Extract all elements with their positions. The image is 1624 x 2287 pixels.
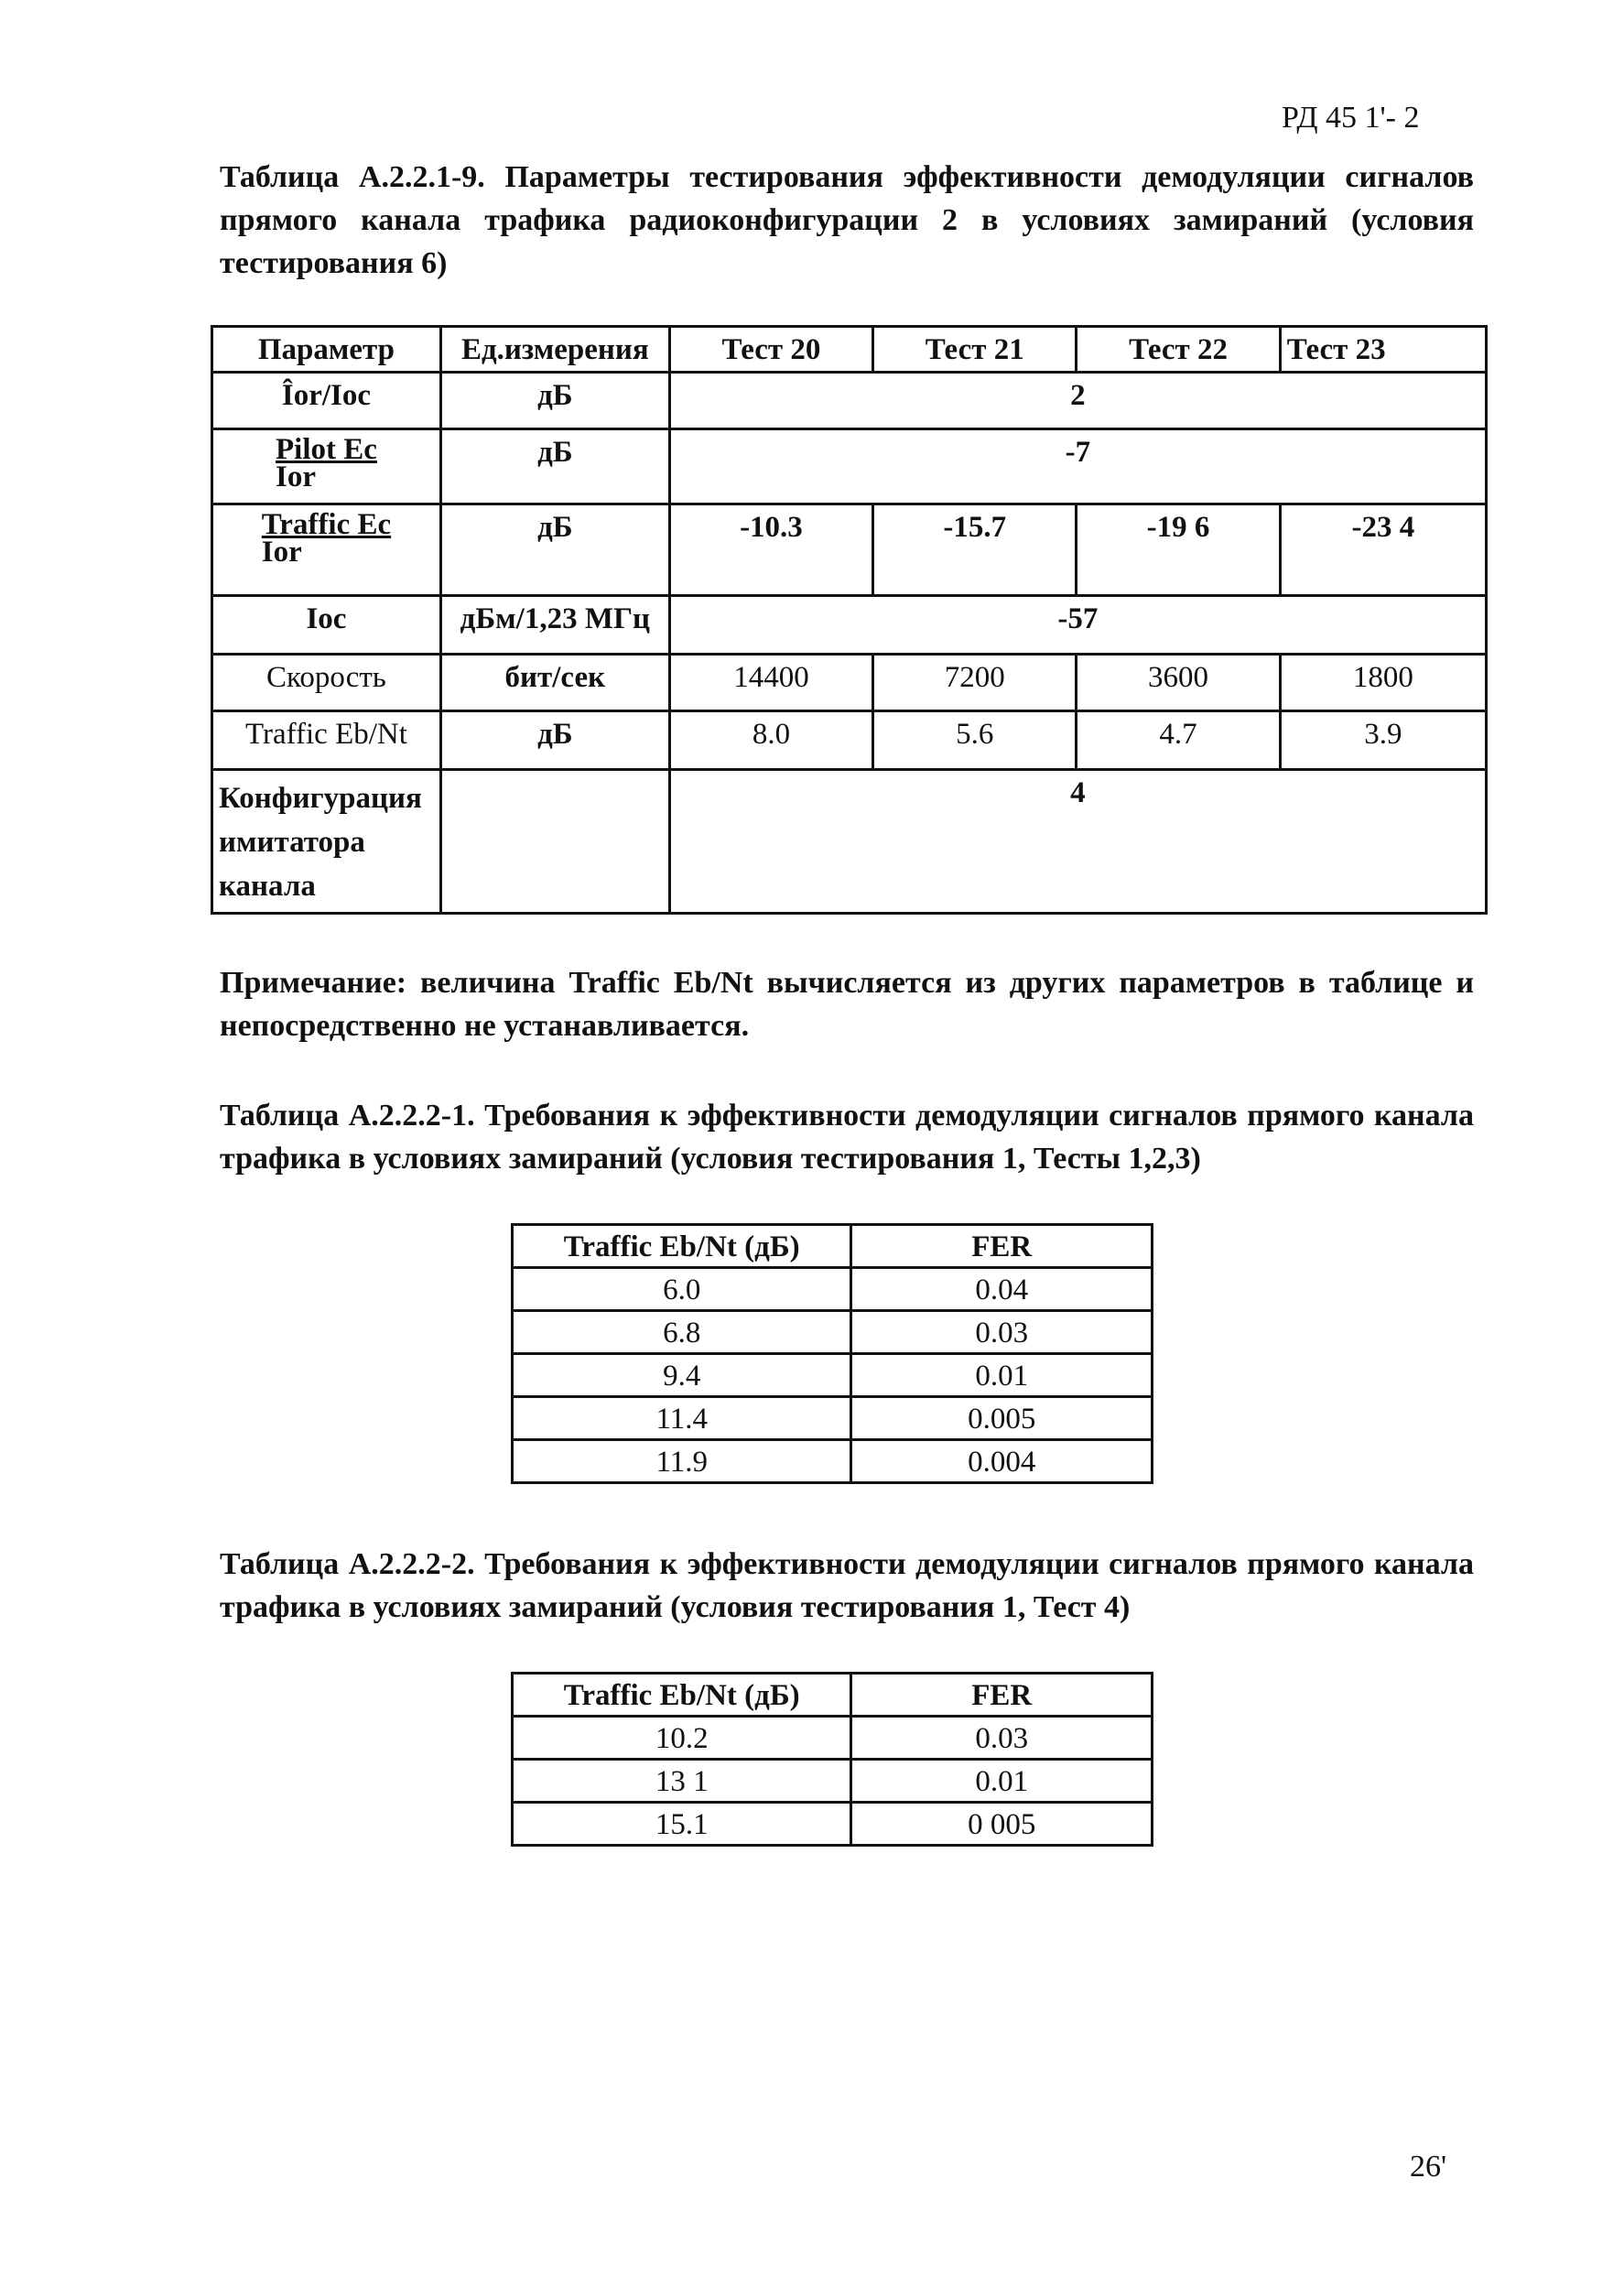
- unit-cell: дБ: [440, 504, 669, 596]
- fer-cell: 0.03: [851, 1311, 1153, 1354]
- table-row: [513, 1354, 1153, 1397]
- fer-cell: 0.01: [851, 1354, 1153, 1397]
- table-row: [513, 1397, 1153, 1440]
- fraction-numerator: Pilot Ec: [276, 433, 377, 466]
- value-cell: 4: [669, 770, 1486, 914]
- fraction: [261, 508, 392, 569]
- header-cell: FER: [851, 1225, 1153, 1268]
- param-cell: Traffic Eb/Nt: [212, 711, 441, 770]
- value-cell: 4.7: [1077, 711, 1280, 770]
- table-header-row: [513, 1674, 1153, 1717]
- table-row: [513, 1760, 1153, 1803]
- table-note: Примечание: величина Traffic Eb/Nt вычисляется из других параметров в таблице и непосредственно не устанавливается.: [220, 966, 1474, 1043]
- value-cell: -19 6: [1077, 504, 1280, 596]
- value-cell: 14400: [669, 655, 872, 711]
- fer-cell: 0.04: [851, 1268, 1153, 1311]
- header-cell: Тест 20: [669, 327, 872, 373]
- table-row: [513, 1717, 1153, 1760]
- table-row: [212, 429, 1487, 504]
- table-header-row: [212, 327, 1487, 373]
- unit-cell: дБм/1,23 МГц: [440, 596, 669, 655]
- param-cell: [212, 504, 441, 596]
- table-row: [513, 1440, 1153, 1483]
- eb-nt-cell: 13 1: [513, 1760, 851, 1803]
- header-cell: Ед.измерения: [440, 327, 669, 373]
- table-row: [212, 373, 1487, 429]
- table-row: [513, 1803, 1153, 1846]
- test-parameters-table: [211, 325, 1488, 915]
- fer-cell: 0.01: [851, 1760, 1153, 1803]
- header-cell: Тест 23: [1280, 327, 1486, 373]
- header-cell: Тест 21: [873, 327, 1077, 373]
- table-row: [212, 770, 1487, 914]
- param-cell: Скорость: [212, 655, 441, 711]
- table1-caption: Таблица А.2.2.1-9. Параметры тестирования эффективности демодуляции сигналов прямого канала трафика радиоконфигурации 2 в условиях замираний (условия тестирования 6): [220, 160, 1474, 280]
- header-cell: Traffic Eb/Nt (дБ): [513, 1225, 851, 1268]
- param-cell: Îor/Ioc: [212, 373, 441, 429]
- header-cell: Параметр: [212, 327, 441, 373]
- header-cell: Traffic Eb/Nt (дБ): [513, 1674, 851, 1717]
- document-code: РД 45 1'- 2: [1282, 101, 1420, 135]
- page-number: 26': [1410, 2150, 1447, 2184]
- eb-nt-cell: 6.8: [513, 1311, 851, 1354]
- table-row: [212, 711, 1487, 770]
- fer-cell: 0.004: [851, 1440, 1153, 1483]
- header-cell: FER: [851, 1674, 1153, 1717]
- value-cell: -7: [669, 429, 1486, 504]
- value-cell: 1800: [1280, 655, 1486, 711]
- fer-table-test-4: [511, 1672, 1153, 1847]
- value-cell: 2: [669, 373, 1486, 429]
- fer-table-tests-1-2-3: [511, 1223, 1153, 1484]
- fer-cell: 0.005: [851, 1397, 1153, 1440]
- table-header-row: [513, 1225, 1153, 1268]
- unit-cell: [440, 770, 669, 914]
- fer-cell: 0 005: [851, 1803, 1153, 1846]
- unit-cell: дБ: [440, 711, 669, 770]
- header-cell: Тест 22: [1077, 327, 1280, 373]
- eb-nt-cell: 6.0: [513, 1268, 851, 1311]
- table-row: [513, 1268, 1153, 1311]
- eb-nt-cell: 9.4: [513, 1354, 851, 1397]
- value-cell: 7200: [873, 655, 1077, 711]
- unit-cell: бит/сек: [440, 655, 669, 711]
- table-row: [212, 596, 1487, 655]
- fraction-denominator: Ior: [261, 536, 302, 569]
- value-cell: 3600: [1077, 655, 1280, 711]
- fer-cell: 0.03: [851, 1717, 1153, 1760]
- value-cell: -10.3: [669, 504, 872, 596]
- table3-caption: Таблица А.2.2.2-2. Требования к эффективности демодуляции сигналов прямого канала трафика в условиях замираний (условия тестирования 1, Тест 4): [220, 1547, 1474, 1624]
- value-cell: 8.0: [669, 711, 872, 770]
- unit-cell: дБ: [440, 373, 669, 429]
- table-row: [212, 504, 1487, 596]
- eb-nt-cell: 11.9: [513, 1440, 851, 1483]
- eb-nt-cell: 11.4: [513, 1397, 851, 1440]
- value-cell: 5.6: [873, 711, 1077, 770]
- table2-caption: Таблица А.2.2.2-1. Требования к эффективности демодуляции сигналов прямого канала трафика в условиях замираний (условия тестирования 1, Тесты 1,2,3): [220, 1099, 1474, 1176]
- value-cell: -57: [669, 596, 1486, 655]
- table-row: [212, 655, 1487, 711]
- eb-nt-cell: 10.2: [513, 1717, 851, 1760]
- fraction: [276, 433, 377, 493]
- param-cell: [212, 429, 441, 504]
- param-cell: Ioc: [212, 596, 441, 655]
- table-row: [513, 1311, 1153, 1354]
- param-cell: Конфигурация имитатора канала: [212, 770, 441, 914]
- fraction-numerator: Traffic Ec: [261, 508, 392, 541]
- value-cell: -15.7: [873, 504, 1077, 596]
- value-cell: 3.9: [1280, 711, 1486, 770]
- value-cell: -23 4: [1280, 504, 1486, 596]
- unit-cell: дБ: [440, 429, 669, 504]
- fraction-denominator: Ior: [276, 461, 316, 493]
- eb-nt-cell: 15.1: [513, 1803, 851, 1846]
